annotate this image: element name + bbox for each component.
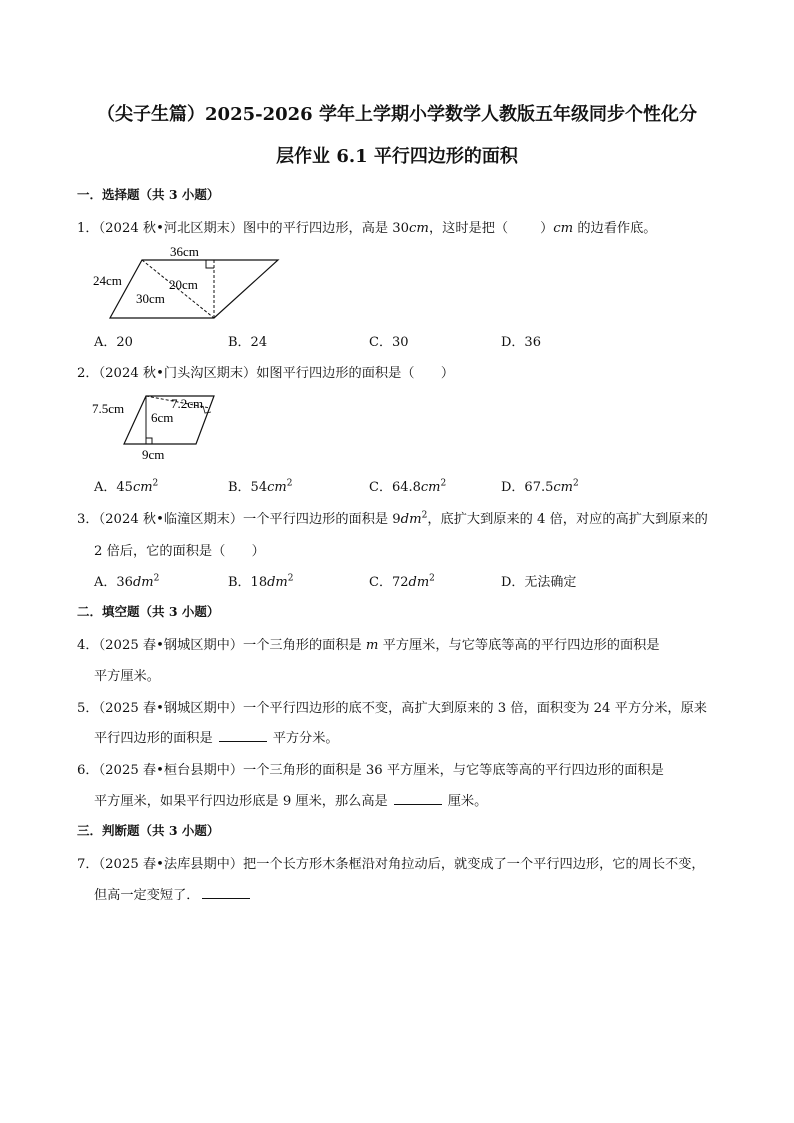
question-6-stem-line-2: 平方厘米，如果平行四边形底是 9 厘米，那么高是 厘米。 <box>94 794 488 809</box>
label-diagonal: 7.2cm <box>171 396 204 411</box>
label-left: 7.5cm <box>92 401 125 416</box>
question-3-option-c[interactable]: C．$72dm^2$ <box>369 573 435 590</box>
question-1-option-c[interactable]: C．30 <box>369 335 409 350</box>
label-diagonal: 30cm <box>136 291 165 306</box>
question-5-stem-line-2: 平行四边形的面积是 平方分米。 <box>94 731 339 746</box>
question-1-option-a[interactable]: A．20 <box>94 335 133 350</box>
section-heading-choice: 一．选择题（共 3 小题） <box>77 187 220 202</box>
question-6-stem-line-1: 6．（2025 春•桓台县期中）一个三角形的面积是 36 平方厘米，与它等底等高的平行四边形的面积是 <box>77 763 664 778</box>
section-heading-judge: 三．判断题（共 3 小题） <box>77 823 220 838</box>
question-5-stem-line-1: 5．（2025 春•钢城区期中）一个平行四边形的底不变，高扩大到原来的 3 倍，面积变为 24 平方分米，原来 <box>77 701 707 716</box>
answer-blank[interactable] <box>202 886 250 899</box>
answer-blank[interactable] <box>394 792 442 805</box>
question-2-stem: 2．（2024 秋•门头沟区期末）如图平行四边形的面积是（ ） <box>77 366 455 381</box>
right-angle-mark <box>206 260 214 268</box>
question-7-stem-line-2: 但高一定变短了． <box>94 884 256 903</box>
question-3-option-d[interactable]: D．无法确定 <box>501 575 577 590</box>
question-1-stem <box>77 217 657 236</box>
label-top: 36cm <box>170 244 199 259</box>
label-height: 6cm <box>151 410 174 425</box>
question-4-stem-line-1: 4．（2025 春•钢城区期中）一个三角形的面积是 m 平方厘米，与它等底等高的平行四边形的面积是 <box>77 638 660 653</box>
question-2-option-b[interactable]: B．$54cm^2$ <box>228 478 293 495</box>
question-1-unit: cm <box>409 221 429 236</box>
right-angle-mark <box>146 438 152 444</box>
label-left: 24cm <box>93 273 122 288</box>
question-2-parallelogram-figure <box>90 388 230 464</box>
section-heading-fill: 二．填空题（共 3 小题） <box>77 604 220 619</box>
question-1-text-d: 的边看作底。 <box>573 221 657 236</box>
question-1-parallelogram-figure <box>90 238 290 322</box>
question-7-stem-line-1: 7．（2025 春•法库县期中）把一个长方形木条框沿对角拉动后，就变成了一个平行四边形，它的周长不变， <box>77 857 705 872</box>
label-bottom: 9cm <box>142 447 165 462</box>
question-3-option-b[interactable]: B．$18dm^2$ <box>228 573 294 590</box>
question-2-option-a[interactable]: A．$45cm^2$ <box>94 478 159 495</box>
question-1-text-b: ，这时是把（ <box>428 221 509 236</box>
question-1-option-b[interactable]: B．24 <box>228 335 268 350</box>
question-1-unit-2: cm <box>553 221 574 236</box>
question-1-text-a: 1．（2024 秋•河北区期末）图中的平行四边形，高是 30 <box>77 221 410 236</box>
question-4-stem-line-2: 平方厘米。 <box>94 669 160 684</box>
question-2-option-d[interactable]: D．$67.5cm^2$ <box>501 478 579 495</box>
document-title-line-2: 层作业 6.1 平行四边形的面积 <box>276 146 518 167</box>
question-2-option-c[interactable]: C．$64.8cm^2$ <box>369 478 447 495</box>
question-1-option-d[interactable]: D．36 <box>501 335 541 350</box>
answer-blank[interactable] <box>219 729 267 742</box>
question-3-option-a[interactable]: A．$36dm^2$ <box>94 573 160 590</box>
document-title-line-1: （尖子生篇）2025-2026 学年上学期小学数学人教版五年级同步个性化分 <box>97 104 697 125</box>
question-1-text-c: ） <box>540 221 554 236</box>
question-3-stem-line-2: 2 倍后，它的面积是（ ） <box>94 544 265 559</box>
question-3-stem-line-1: 3．（2024 秋•临潼区期末）一个平行四边形的面积是 $9dm^2$，底扩大到原来的 4 倍，对应的高扩大到原来的 <box>77 510 708 527</box>
label-height: 20cm <box>169 277 198 292</box>
